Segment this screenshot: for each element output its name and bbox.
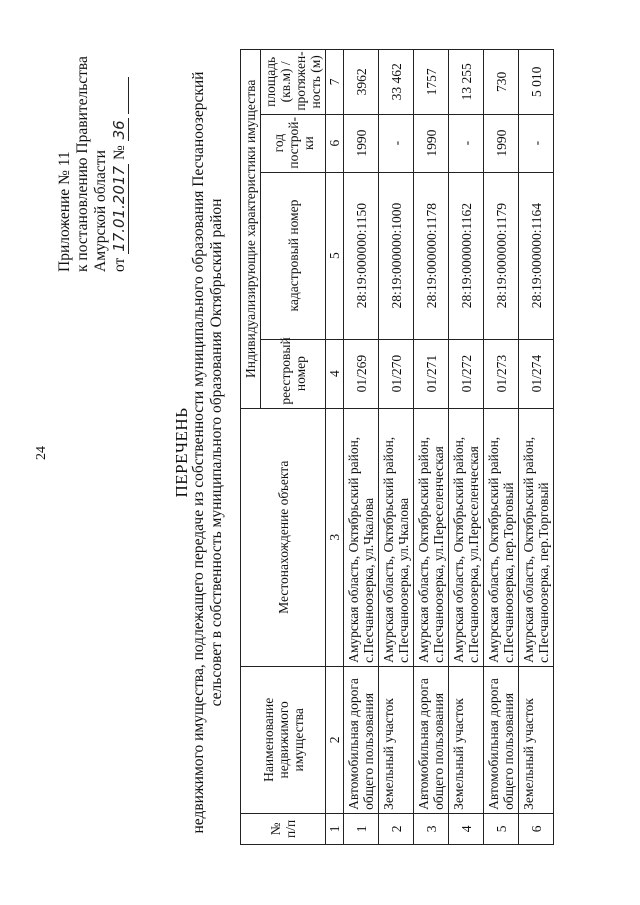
row-num: 4 (449, 813, 484, 844)
subtitle-line-1: недвижимого имущества, подлежащего передаче из собственности муниципального образования Песчаноозерский (190, 71, 207, 834)
table-row (519, 50, 554, 845)
handwritten-number: 36 (110, 120, 128, 140)
index-cell: 5 (326, 172, 344, 339)
row-year: 1990 (344, 114, 379, 172)
row-num: 6 (519, 813, 554, 844)
subtitle-line-2: сельсовет в собственность муниципального образования Октябрьский район (208, 198, 225, 707)
appendix-block (56, 56, 129, 272)
row-num: 2 (379, 813, 414, 844)
row-registry: 01/273 (484, 339, 519, 408)
index-cell: 1 (326, 813, 344, 844)
header-num: № п/п (241, 813, 326, 844)
header-row-1 (241, 50, 261, 845)
appendix-line-3: Амурской области (92, 150, 109, 272)
row-year: - (449, 114, 484, 172)
row-registry: 01/272 (449, 339, 484, 408)
row-registry: 01/269 (344, 339, 379, 408)
row-area: 5 010 (519, 50, 554, 115)
header-registry: реестровый номер (261, 339, 326, 408)
number-prefix: № (111, 145, 128, 161)
index-cell: 3 (326, 408, 344, 666)
row-cadastral: 28:19:000000:1162 (449, 172, 484, 339)
row-cadastral: 28:19:000000:1150 (344, 172, 379, 339)
date-prefix: от (111, 257, 128, 272)
page-number: 24 (34, 446, 49, 460)
header-location: Местонахождение объекта (241, 408, 326, 666)
row-registry: 01/274 (519, 339, 554, 408)
row-year: - (379, 114, 414, 172)
index-row (326, 50, 344, 845)
row-location: Амурская область, Октябрьский район, с.Песчаноозерка, ул.Чкалова (344, 408, 379, 666)
row-registry: 01/271 (414, 339, 449, 408)
header-characteristics: Индивидуализирующие характеристики имущества (241, 50, 261, 409)
index-cell: 6 (326, 114, 344, 172)
appendix-line-1: Приложение № 11 (56, 151, 73, 272)
row-name: Земельный участок (449, 666, 484, 813)
table-row (344, 50, 379, 845)
row-area: 13 255 (449, 50, 484, 115)
row-area: 730 (484, 50, 519, 115)
row-cadastral: 28:19:000000:1000 (379, 172, 414, 339)
row-num: 5 (484, 813, 519, 844)
row-name: Земельный участок (519, 666, 554, 813)
header-cadastral: кадастровый номер (261, 172, 326, 339)
row-year: - (519, 114, 554, 172)
index-cell: 2 (326, 666, 344, 813)
header-area: площадь (кв.м) / протяжен-ность (м) (261, 50, 326, 115)
row-area: 1757 (414, 50, 449, 115)
row-cadastral: 28:19:000000:1164 (519, 172, 554, 339)
row-year: 1990 (414, 114, 449, 172)
table-row (414, 50, 449, 845)
row-area: 3962 (344, 50, 379, 115)
row-location: Амурская область, Октябрьский район, с.Песчаноозерка, ул.Чкалова (379, 408, 414, 666)
appendix-line-2: к постановлению Правительства (74, 56, 91, 272)
row-registry: 01/270 (379, 339, 414, 408)
row-year: 1990 (484, 114, 519, 172)
row-num: 3 (414, 813, 449, 844)
header-year: год построй-ки (261, 114, 326, 172)
handwritten-date: 17.01.2017 (110, 165, 128, 252)
table-row (379, 50, 414, 845)
row-location: Амурская область, Октябрьский район, с.Песчаноозерка, пер.Торговый (519, 408, 554, 666)
appendix-date-line (110, 56, 129, 272)
index-cell: 4 (326, 339, 344, 408)
row-name: Земельный участок (379, 666, 414, 813)
row-num: 1 (344, 813, 379, 844)
index-cell: 7 (326, 50, 344, 115)
row-name: Автомобильная дорога общего пользования (344, 666, 379, 813)
row-name: Автомобильная дорога общего пользования (414, 666, 449, 813)
document-title: ПЕРЕЧЕНЬ (172, 407, 191, 498)
row-area: 33 462 (379, 50, 414, 115)
row-location: Амурская область, Октябрьский район, с.Песчаноозерка, ул.Переселенческая (449, 408, 484, 666)
header-name: Наименование недвижимого имущества (241, 666, 326, 813)
table-row (484, 50, 519, 845)
table-row (449, 50, 484, 845)
row-cadastral: 28:19:000000:1178 (414, 172, 449, 339)
property-table (240, 49, 554, 845)
document-subtitle (190, 20, 226, 885)
row-location: Амурская область, Октябрьский район, с.Песчаноозерка, пер.Торговый (484, 408, 519, 666)
signature-underline (110, 77, 129, 114)
row-location: Амурская область, Октябрьский район, с.Песчаноозерка, ул.Переселенческая (414, 408, 449, 666)
row-name: Автомобильная дорога общего пользования (484, 666, 519, 813)
row-cadastral: 28:19:000000:1179 (484, 172, 519, 339)
